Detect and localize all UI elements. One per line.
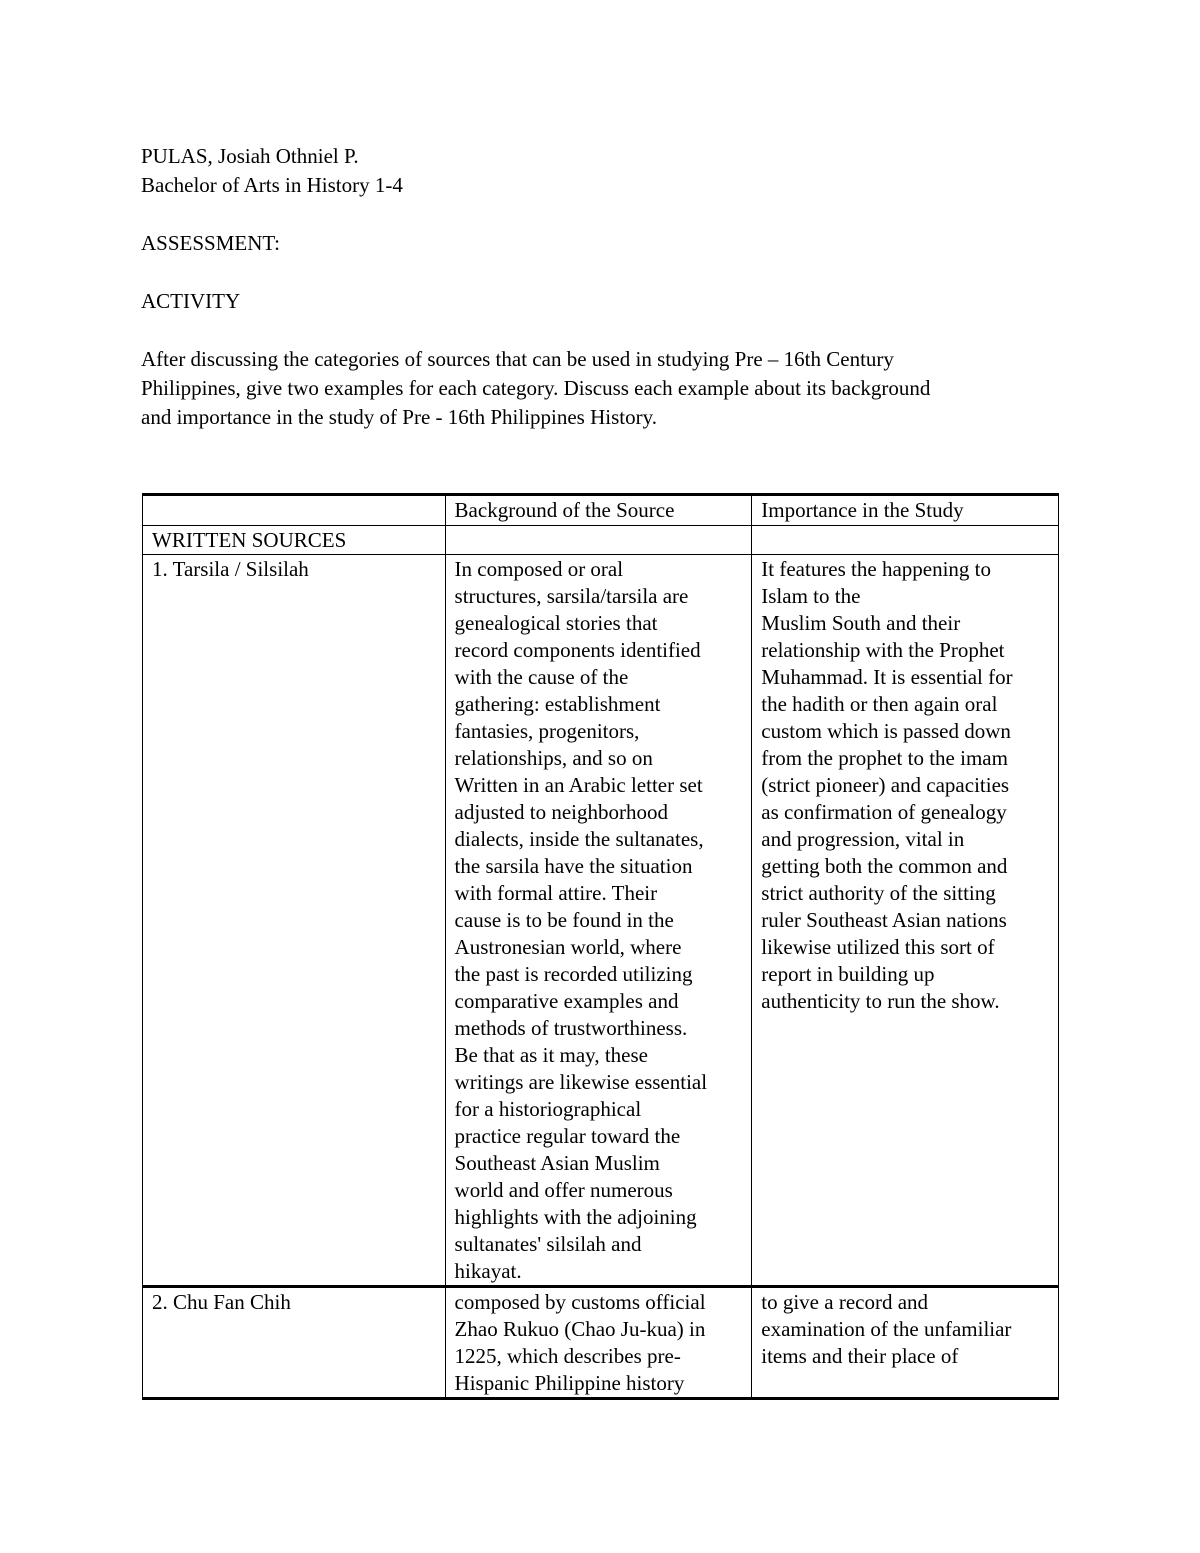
- background-cell: [445, 1287, 752, 1399]
- importance-line: getting both the common and: [761, 854, 1008, 878]
- importance-line: relationship with the Prophet: [761, 638, 1005, 662]
- background-cell: [445, 555, 752, 1287]
- column-header-importance: Importance in the Study: [752, 495, 1059, 526]
- background-line: hikayat.: [454, 1259, 522, 1283]
- importance-line: (strict pioneer) and capacities: [761, 773, 1010, 797]
- student-program: Bachelor of Arts in History 1-4: [141, 173, 403, 197]
- background-line: highlights with the adjoining: [454, 1205, 697, 1229]
- background-line: Be that as it may, these: [454, 1043, 648, 1067]
- background-line: comparative examples and: [454, 989, 679, 1013]
- empty-cell: [445, 526, 752, 555]
- background-line: methods of trustworthiness.: [454, 1016, 688, 1040]
- sources-table: [142, 493, 1059, 1400]
- importance-cell: [752, 555, 1059, 1287]
- source-cell: 1. Tarsila / Silsilah: [143, 555, 446, 1287]
- background-line: relationships, and so on: [454, 746, 653, 770]
- background-line: adjusted to neighborhood: [454, 800, 669, 824]
- importance-line: from the prophet to the imam: [761, 746, 1008, 770]
- background-line: the sarsila have the situation: [454, 854, 693, 878]
- importance-line: examination of the unfamiliar: [761, 1317, 1012, 1341]
- importance-line: as confirmation of genealogy: [761, 800, 1007, 824]
- empty-cell: [752, 526, 1059, 555]
- instructions-line: and importance in the study of Pre - 16th Philippines History.: [141, 405, 657, 429]
- instructions-paragraph: [141, 345, 1071, 432]
- background-line: practice regular toward the: [454, 1124, 681, 1148]
- background-line: structures, sarsila/tarsila are: [454, 584, 689, 608]
- assessment-heading: ASSESSMENT:: [141, 231, 280, 255]
- importance-line: items and their place of: [761, 1344, 959, 1368]
- column-header-source: [143, 495, 446, 526]
- background-line: Austronesian world, where: [454, 935, 682, 959]
- background-line: record components identified: [454, 638, 701, 662]
- importance-line: custom which is passed down: [761, 719, 1011, 743]
- instructions-line: After discussing the categories of sources that can be used in studying Pre – 16th Century: [141, 347, 894, 371]
- section-row-written-sources: [143, 526, 1059, 555]
- background-line: sultanates' silsilah and: [454, 1232, 642, 1256]
- column-header-background: Background of the Source: [445, 495, 752, 526]
- importance-line: authenticity to run the show.: [761, 989, 1000, 1013]
- background-line: Zhao Rukuo (Chao Ju-kua) in: [454, 1317, 706, 1341]
- background-line: world and offer numerous: [454, 1178, 673, 1202]
- background-line: cause is to be found in the: [454, 908, 674, 932]
- background-line: 1225, which describes pre-: [454, 1344, 681, 1368]
- background-line: gathering: establishment: [454, 692, 661, 716]
- importance-line: likewise utilized this sort of: [761, 935, 995, 959]
- importance-cell: [752, 1287, 1059, 1399]
- background-line: the past is recorded utilizing: [454, 962, 693, 986]
- importance-line: strict authority of the sitting: [761, 881, 996, 905]
- importance-line: Muhammad. It is essential for: [761, 665, 1013, 689]
- table-header-row: [143, 495, 1059, 526]
- importance-line: Muslim South and their: [761, 611, 961, 635]
- importance-line: It features the happening to: [761, 557, 992, 581]
- importance-line: the hadith or then again oral: [761, 692, 998, 716]
- importance-line: and progression, vital in: [761, 827, 965, 851]
- section-label: WRITTEN SOURCES: [143, 526, 446, 555]
- importance-line: report in building up: [761, 962, 935, 986]
- background-line: In composed or oral: [454, 557, 624, 581]
- activity-heading: ACTIVITY: [141, 289, 241, 313]
- background-line: Written in an Arabic letter set: [454, 773, 703, 797]
- background-line: with formal attire. Their: [454, 881, 658, 905]
- importance-line: to give a record and: [761, 1290, 929, 1314]
- background-line: for a historiographical: [454, 1097, 642, 1121]
- instructions-line: Philippines, give two examples for each category. Discuss each example about its background: [141, 376, 931, 400]
- background-line: writings are likewise essential: [454, 1070, 708, 1094]
- document-header: [141, 142, 1071, 432]
- background-line: with the cause of the: [454, 665, 629, 689]
- table-row-chu-fan-chih: [143, 1287, 1059, 1399]
- student-name: PULAS, Josiah Othniel P.: [141, 144, 359, 168]
- background-line: Hispanic Philippine history: [454, 1371, 685, 1395]
- importance-line: Islam to the: [761, 584, 861, 608]
- source-cell: 2. Chu Fan Chih: [143, 1287, 446, 1399]
- background-line: fantasies, progenitors,: [454, 719, 640, 743]
- table-row-tarsila: [143, 555, 1059, 1287]
- background-line: genealogical stories that: [454, 611, 658, 635]
- importance-line: ruler Southeast Asian nations: [761, 908, 1007, 932]
- background-line: composed by customs official: [454, 1290, 706, 1314]
- background-line: Southeast Asian Muslim: [454, 1151, 660, 1175]
- background-line: dialects, inside the sultanates,: [454, 827, 704, 851]
